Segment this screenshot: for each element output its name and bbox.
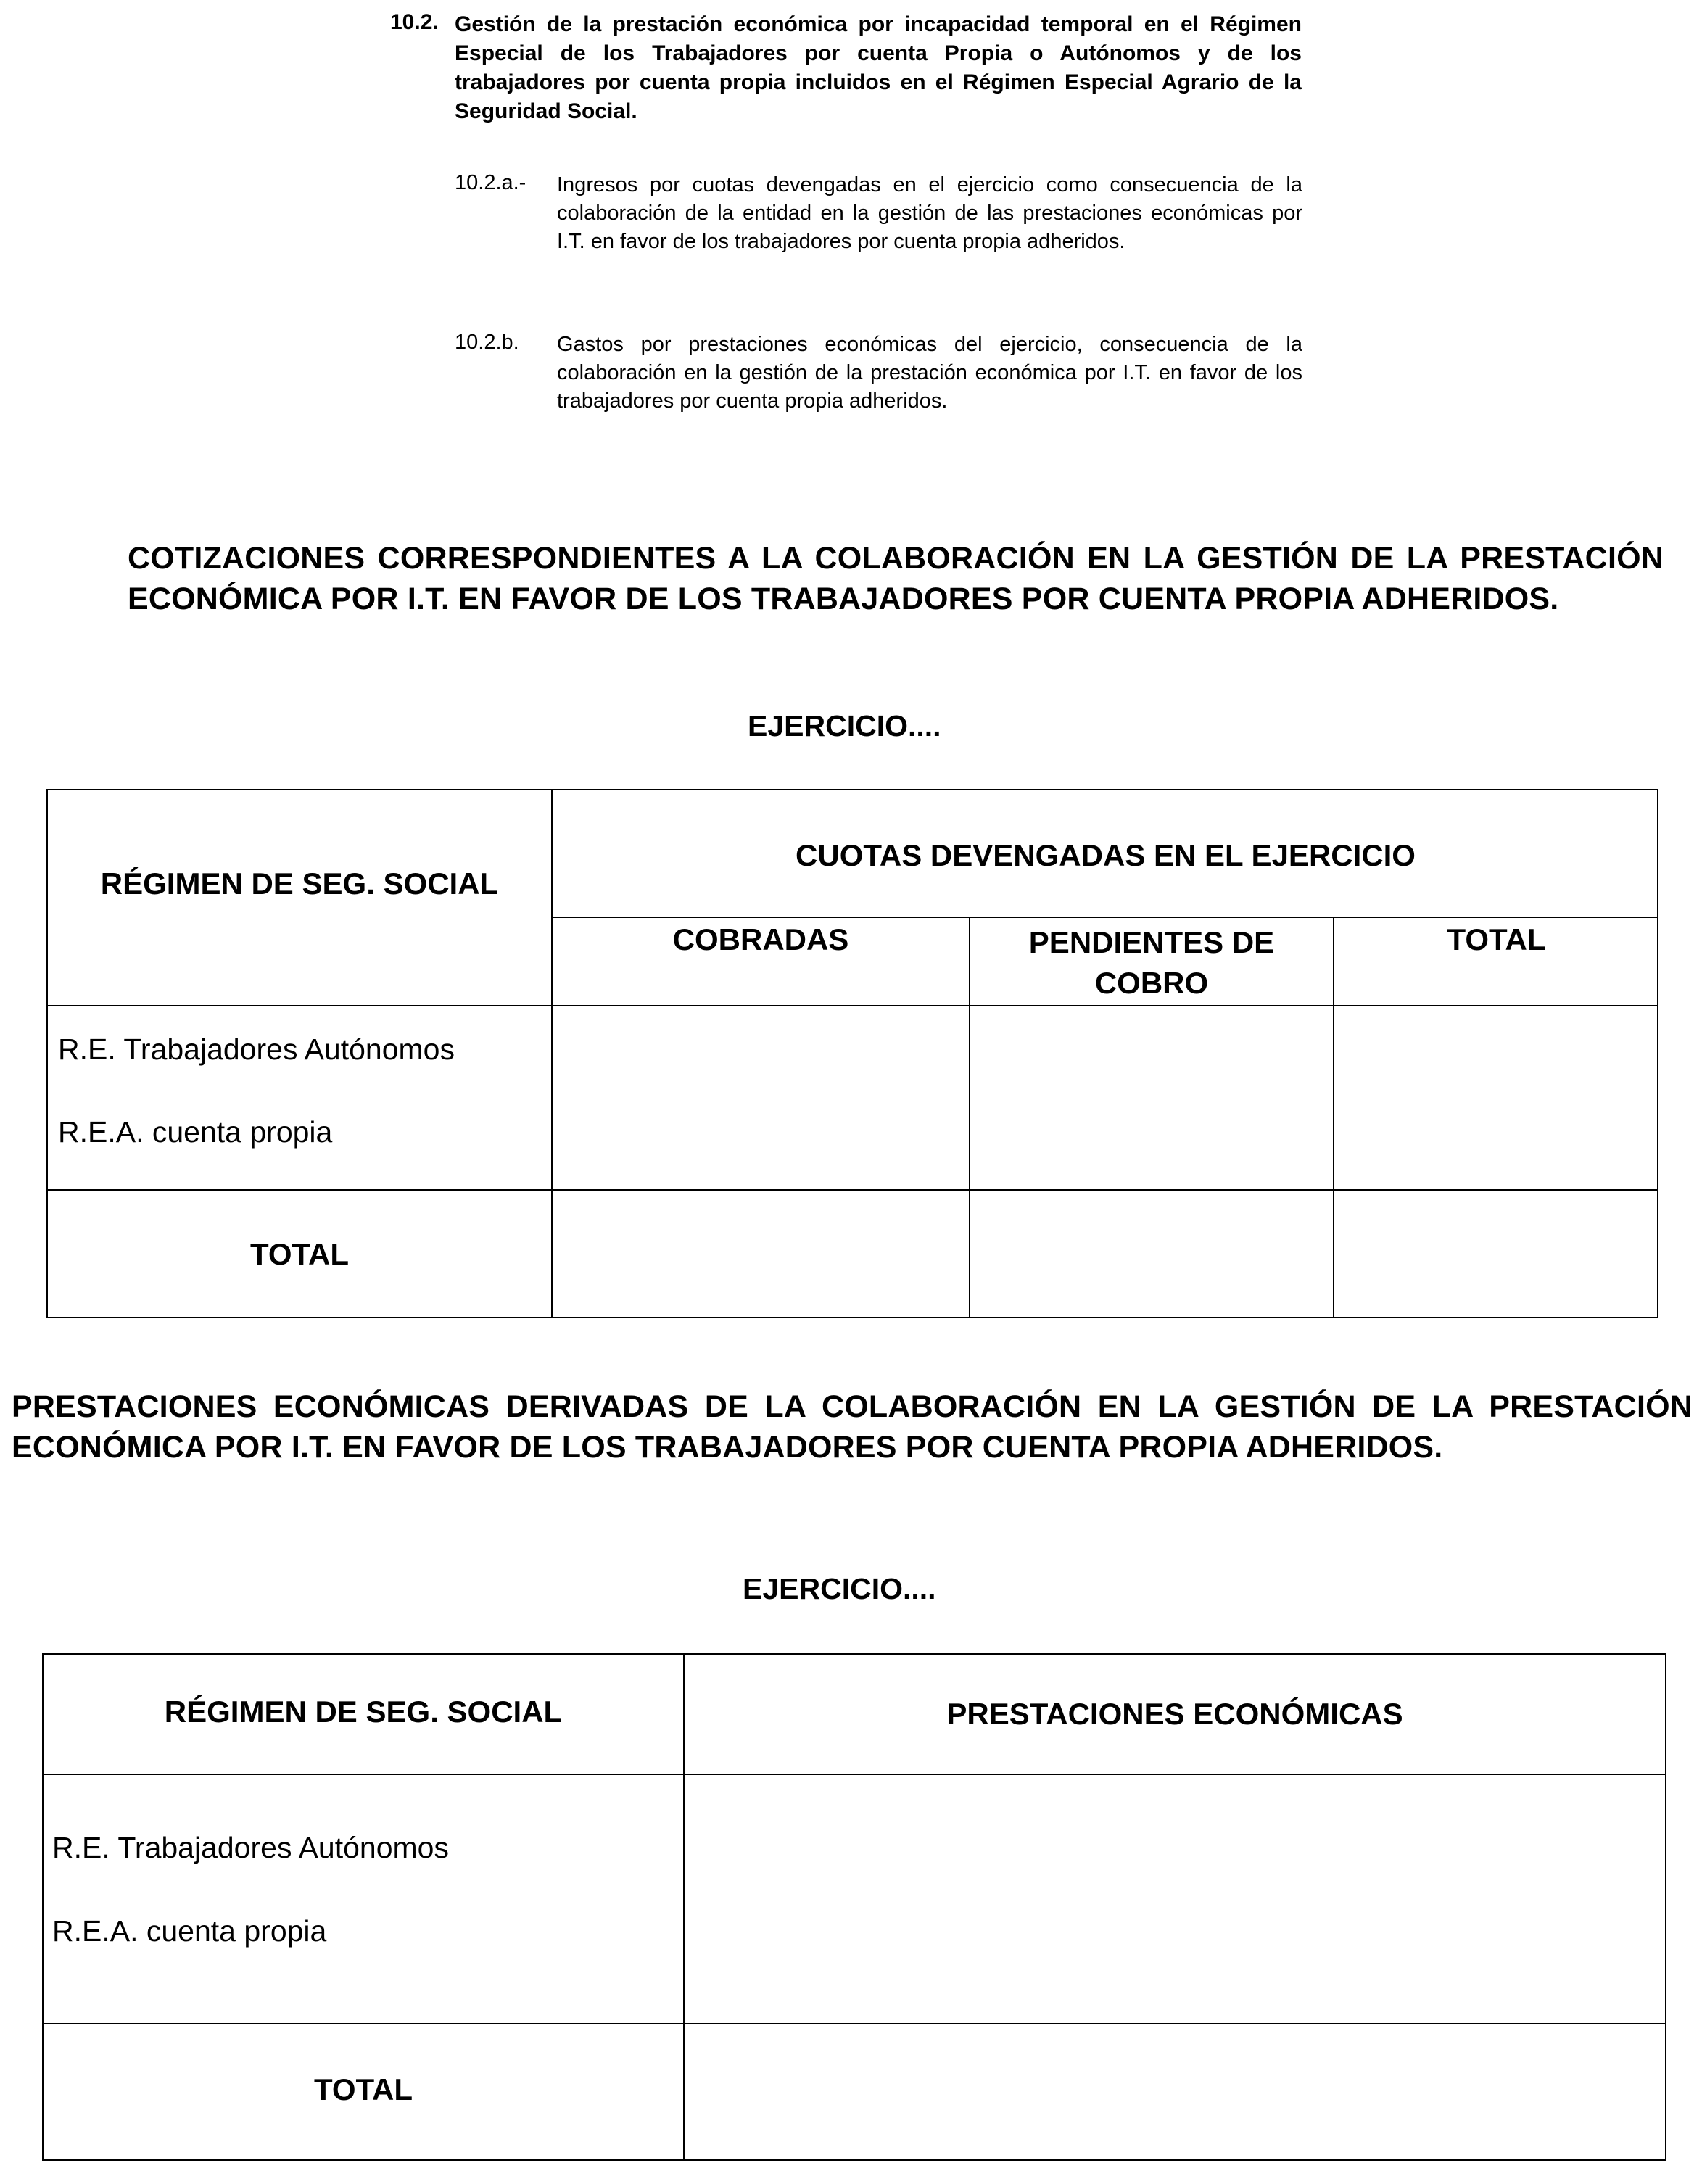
table1-row-label: R.E. Trabajadores Autónomos (58, 1033, 455, 1066)
section-title: Gestión de la prestación económica por incapacidad temporal en el Régimen Especial de los Trabajadores por cuenta Propia o Autónomos y de los trabajadores por cuenta propia incluidos en el Régimen Especial Agrario de la Seguridad Social. (455, 12, 1302, 123)
table1-divider (1333, 917, 1334, 1318)
table2-divider (42, 2023, 1666, 2024)
item-a-text: Ingresos por cuotas devengadas en el ejercicio como consecuencia de la colaboración de la entidad en la gestión de las prestaciones económicas por I.T. en favor de los trabajadores por cuenta propia adheridos. (557, 173, 1302, 253)
table1-header-regimen: RÉGIMEN DE SEG. SOCIAL (100, 866, 499, 901)
table1-subheader-pendientes: PENDIENTES DE COBRO (1028, 925, 1275, 1000)
table1-heading: COTIZACIONES CORRESPONDIENTES A LA COLABORACIÓN EN LA GESTIÓN DE LA PRESTACIÓN ECONÓMICA POR I.T. EN FAVOR DE LOS TRABAJADORES POR CUENTA PROPIA ADHERIDOS. (128, 541, 1664, 616)
table2-heading: PRESTACIONES ECONÓMICAS DERIVADAS DE LA COLABORACIÓN EN LA GESTIÓN DE LA PRESTACIÓN ECONÓMICA POR I.T. EN FAVOR DE LOS TRABAJADORES POR CUENTA PROPIA ADHERIDOS. (12, 1389, 1693, 1465)
item-b-number: 10.2.b. (455, 331, 519, 354)
table2-header-prestaciones: PRESTACIONES ECONÓMICAS (946, 1697, 1403, 1731)
table2-row-label: R.E. Trabajadores Autónomos (52, 1831, 449, 1864)
table1-total-label: TOTAL (249, 1237, 350, 1271)
table2-total-label: TOTAL (313, 2072, 413, 2106)
section-number: 10.2. (390, 10, 439, 34)
table1-divider (46, 1189, 1658, 1191)
table2-row-label: R.E.A. cuenta propia (52, 1914, 327, 1948)
table1-ejercicio: EJERCICIO.... (748, 709, 941, 743)
item-b-text: Gastos por prestaciones económicas del ejercicio, consecuencia de la colaboración en la gestión de la prestación económica por I.T. en favor de los trabajadores por cuenta propia adheridos. (557, 333, 1302, 413)
item-a-number: 10.2.a.- (455, 171, 526, 194)
table2-divider (42, 1774, 1666, 1775)
table1-divider (46, 1005, 1658, 1006)
table1-row-label: R.E.A. cuenta propia (58, 1115, 333, 1149)
table2-header-regimen: RÉGIMEN DE SEG. SOCIAL (164, 1695, 563, 1729)
table1-header-cuotas: CUOTAS DEVENGADAS EN EL EJERCICIO (796, 838, 1416, 872)
table2-ejercicio: EJERCICIO.... (743, 1572, 936, 1605)
table1-divider (551, 917, 1658, 918)
table1-subheader-total: TOTAL (1447, 922, 1546, 956)
table1-subheader-cobradas: COBRADAS (672, 922, 849, 956)
